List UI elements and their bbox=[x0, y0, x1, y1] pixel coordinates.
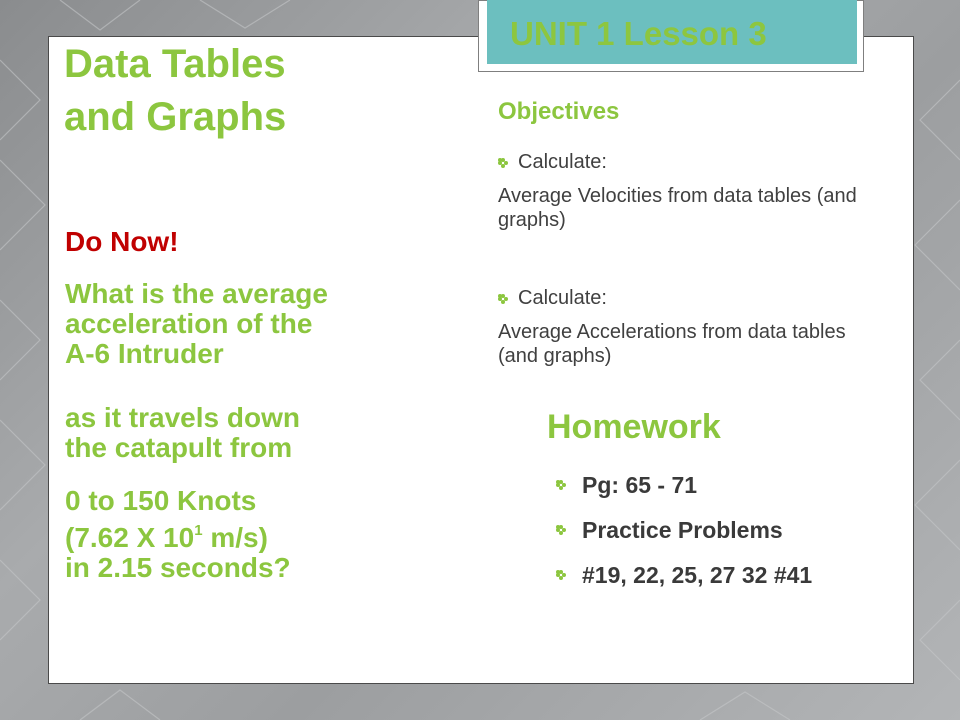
sci-notation-base: (7.62 X 10 bbox=[65, 522, 195, 553]
diamond-bullet-icon bbox=[556, 480, 566, 490]
sci-notation-exponent: 1 bbox=[194, 522, 203, 539]
question-block-1 bbox=[65, 279, 328, 369]
diamond-bullet-icon bbox=[556, 525, 566, 535]
question-block-3 bbox=[65, 486, 291, 583]
question-line: acceleration of the bbox=[65, 308, 313, 339]
homework-heading: Homework bbox=[547, 408, 721, 446]
title-line-2: and Graphs bbox=[64, 95, 287, 139]
question-block-2 bbox=[65, 403, 300, 463]
homework-item: #19, 22, 25, 27 32 #41 bbox=[556, 562, 886, 589]
objective-text: Average Velocities from data tables (and graphs) bbox=[498, 185, 857, 231]
objectives-heading: Objectives bbox=[498, 98, 620, 125]
objective-text: Average Accelerations from data tables (and graphs) bbox=[498, 321, 846, 367]
do-now-label: Do Now! bbox=[65, 226, 179, 257]
question-line bbox=[65, 522, 268, 553]
objective-head: Calculate: bbox=[498, 150, 888, 174]
homework-item: Practice Problems bbox=[556, 517, 886, 544]
unit-text: m/s) bbox=[202, 522, 268, 553]
diamond-bullet-icon bbox=[498, 158, 508, 168]
question-line: What is the average bbox=[65, 278, 328, 309]
question-line: 0 to 150 Knots bbox=[65, 485, 257, 516]
question-line: as it travels down bbox=[65, 402, 300, 433]
homework-list bbox=[556, 472, 886, 607]
objective-item bbox=[498, 286, 888, 368]
unit-title: UNIT 1 Lesson 3 bbox=[510, 15, 767, 52]
diamond-bullet-icon bbox=[556, 570, 566, 580]
question-line: A-6 Intruder bbox=[65, 338, 224, 369]
diamond-bullet-icon bbox=[498, 294, 508, 304]
title-line-1: Data Tables bbox=[64, 42, 286, 86]
page-title bbox=[64, 38, 286, 144]
question-line: the catapult from bbox=[65, 432, 293, 463]
homework-item: Pg: 65 - 71 bbox=[556, 472, 886, 499]
objective-item bbox=[498, 150, 888, 232]
question-line: in 2.15 seconds? bbox=[65, 552, 291, 583]
objective-head: Calculate: bbox=[498, 286, 888, 310]
